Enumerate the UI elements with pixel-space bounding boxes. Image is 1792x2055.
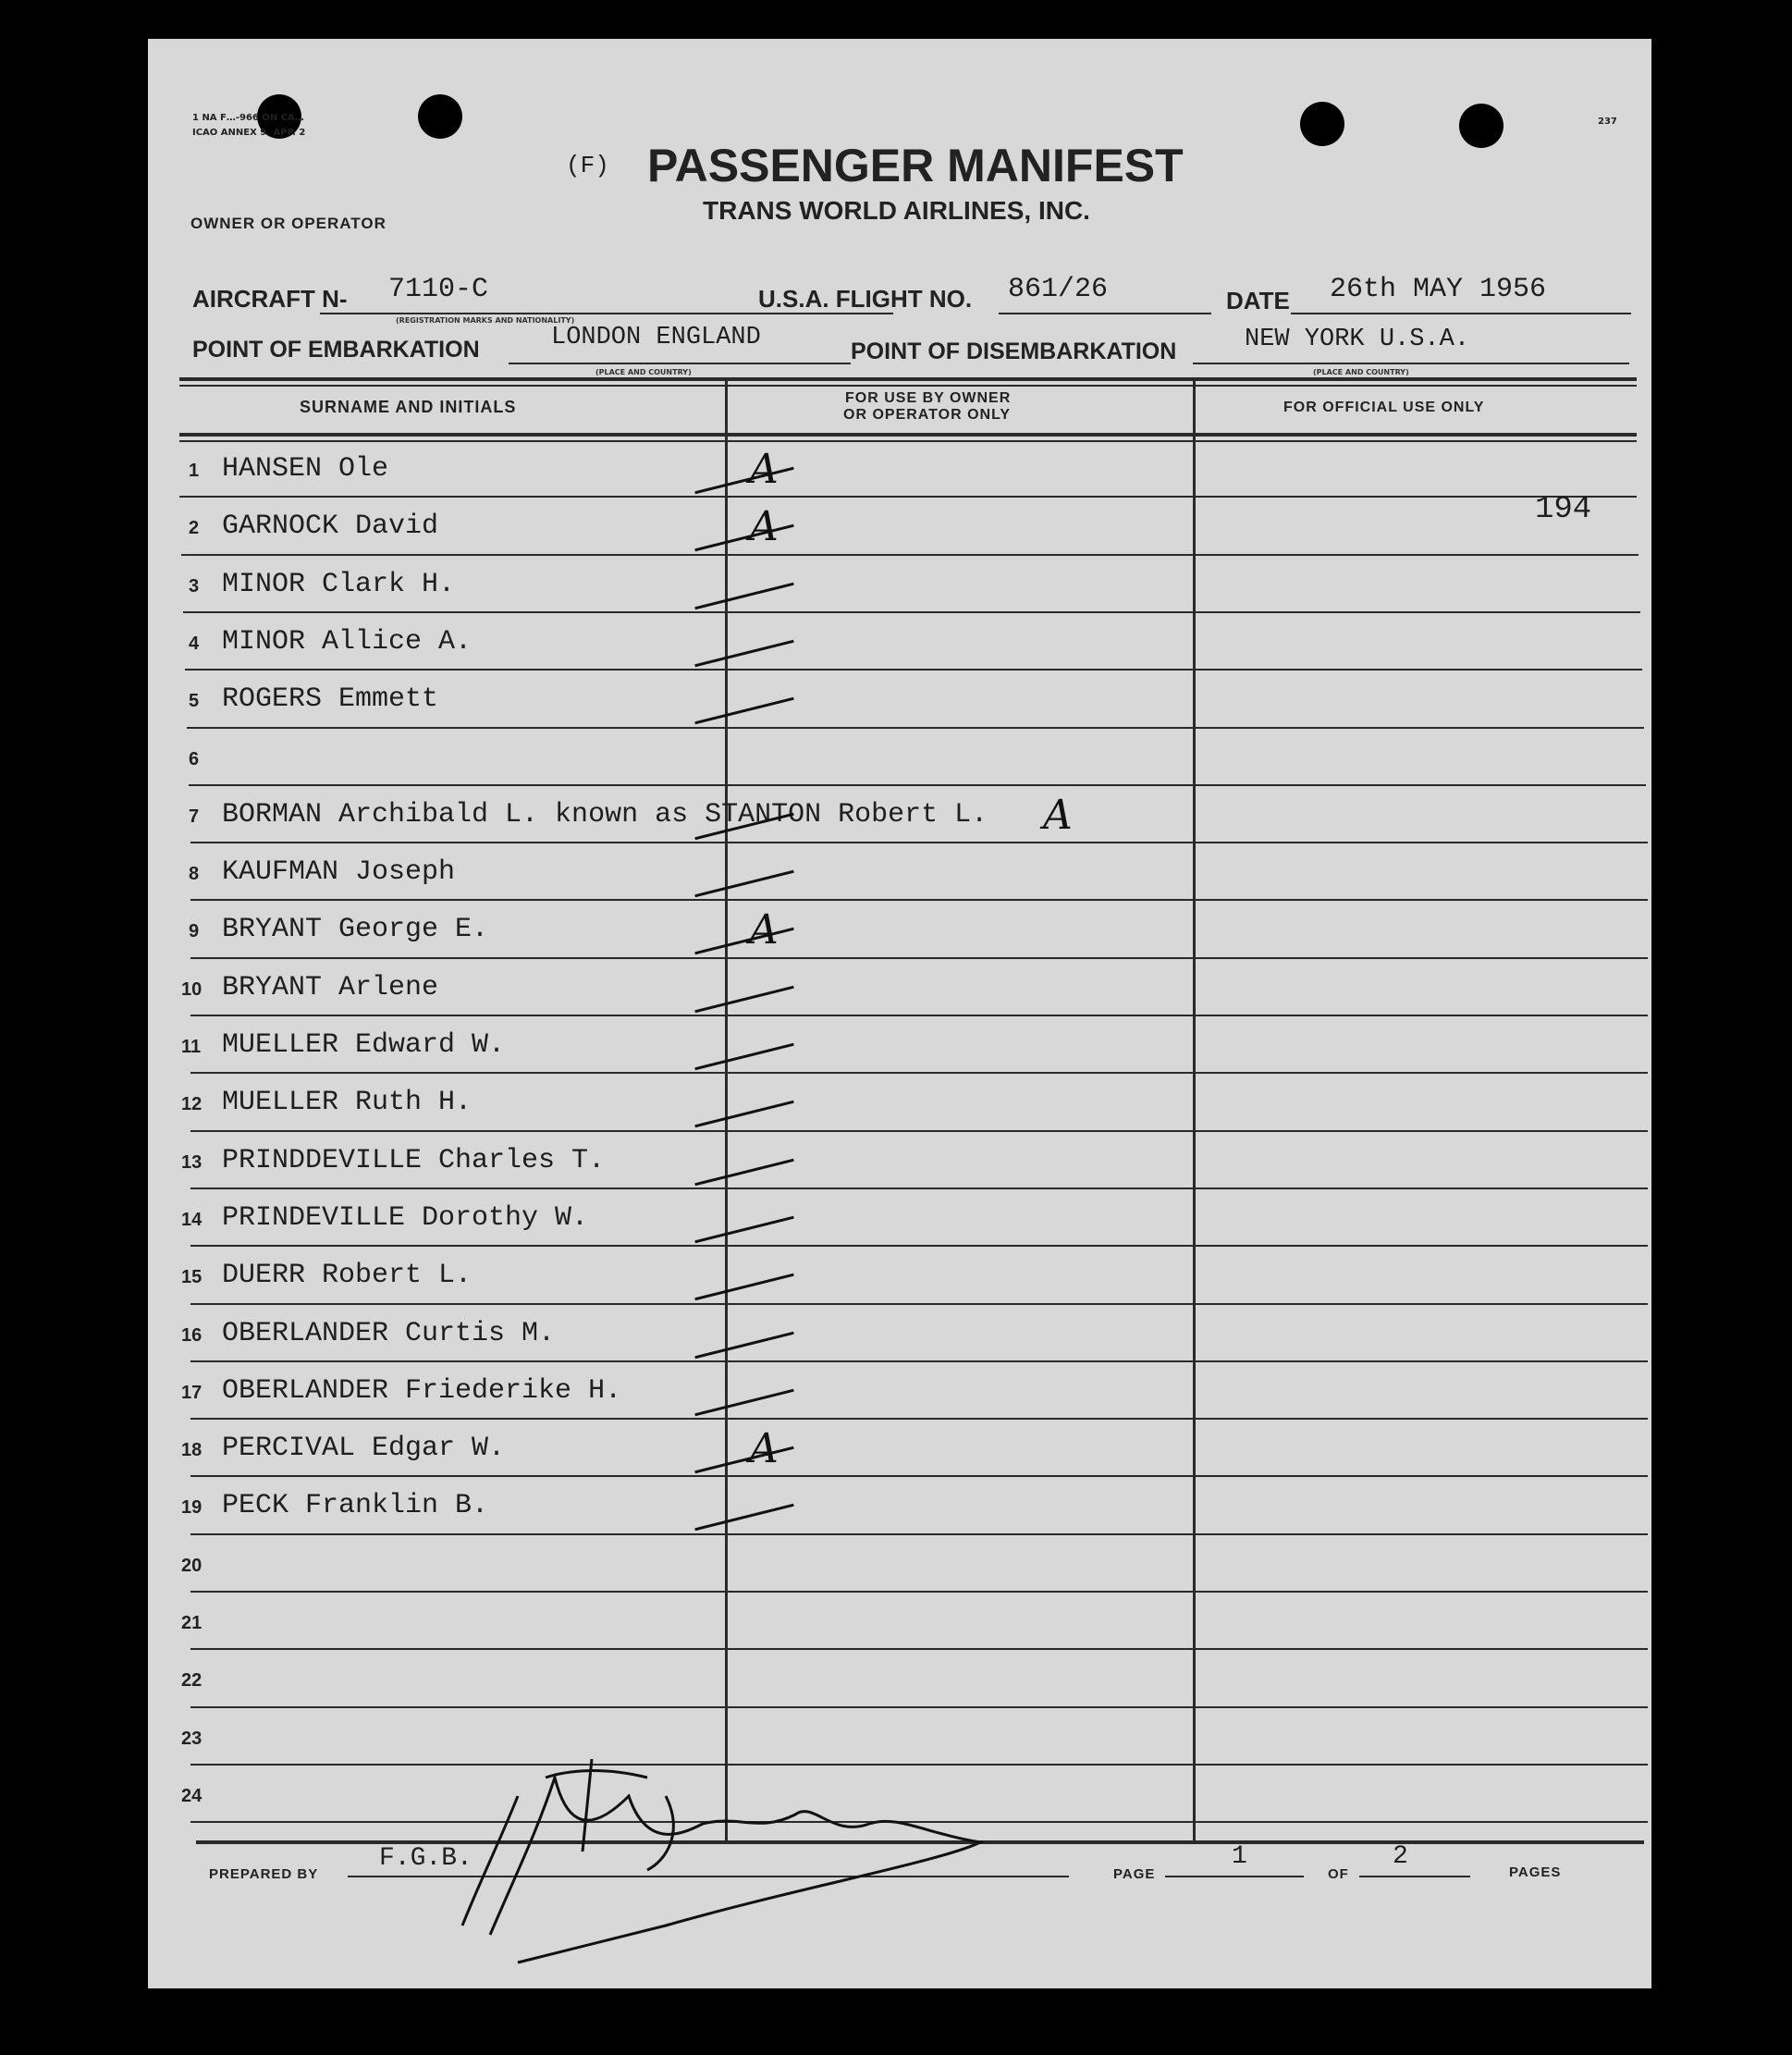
row-number: 3	[189, 575, 200, 597]
row-rule	[185, 669, 1642, 671]
row-number: 7	[189, 806, 200, 827]
aircraft-label: AIRCRAFT N-	[192, 285, 348, 313]
row-number: 24	[181, 1785, 203, 1806]
pages-label: PAGES	[1509, 1864, 1562, 1880]
row-rule	[190, 1591, 1648, 1593]
row-rule	[189, 784, 1646, 786]
row-rule	[190, 1418, 1648, 1420]
passenger-name: MINOR Clark H.	[222, 568, 456, 600]
check-stroke	[694, 985, 793, 1013]
row-number: 6	[189, 748, 200, 769]
passenger-name: MUELLER Ruth H.	[222, 1087, 473, 1119]
check-stroke	[694, 1331, 793, 1359]
row-number: 12	[181, 1094, 203, 1115]
passenger-name: BRYANT Arlene	[222, 971, 439, 1003]
row-number: 15	[181, 1267, 203, 1288]
row-rule	[190, 1015, 1648, 1016]
row-rule	[190, 1245, 1648, 1247]
column-divider-2	[1193, 381, 1196, 1842]
disembark-value: NEW YORK U.S.A.	[1245, 326, 1470, 353]
disembark-note: (PLACE AND COUNTRY)	[1313, 368, 1409, 376]
embark-note: (PLACE AND COUNTRY)	[595, 368, 692, 376]
row-rule	[190, 842, 1648, 843]
prepared-value: F.G.B.	[379, 1844, 473, 1873]
page-value: 1	[1232, 1842, 1247, 1871]
disembark-underline	[1193, 363, 1629, 364]
check-stroke	[694, 1043, 793, 1071]
owner-label: OWNER OR OPERATOR	[190, 215, 387, 232]
registration-note: (REGISTRATION MARKS AND NATIONALITY)	[396, 316, 575, 325]
column-header-surname: SURNAME AND INITIALS	[300, 398, 517, 416]
passenger-name: OBERLANDER Curtis M.	[222, 1317, 556, 1349]
passenger-name: OBERLANDER Friederike H.	[222, 1374, 622, 1407]
check-stroke	[694, 1158, 793, 1186]
owner-mark: A	[1043, 791, 1073, 839]
row-rule	[190, 1303, 1648, 1305]
row-rule	[183, 611, 1640, 613]
row-number: 21	[181, 1613, 203, 1633]
row-number: 11	[181, 1037, 202, 1057]
check-stroke	[694, 524, 793, 552]
passenger-name: DUERR Robert L.	[222, 1260, 473, 1292]
row-rule	[179, 496, 1637, 498]
passenger-name: PECK Franklin B.	[222, 1490, 489, 1522]
page-title: PASSENGER MANIFEST	[647, 140, 1184, 191]
check-stroke	[694, 928, 793, 955]
row-number: 14	[181, 1209, 203, 1230]
row-rule	[190, 1475, 1648, 1477]
passenger-name: BORMAN Archibald L. known as STANTON Robert L.	[222, 798, 988, 831]
date-value: 26th MAY 1956	[1330, 274, 1547, 305]
row-number: 4	[189, 633, 200, 654]
row-rule	[190, 1706, 1648, 1708]
of-label: OF	[1328, 1866, 1349, 1882]
prepared-label: PREPARED BY	[209, 1866, 319, 1882]
column-header-owner-use-2: OR OPERATOR ONLY	[843, 407, 1012, 423]
owner-mark: A	[749, 906, 779, 954]
check-stroke	[694, 870, 793, 898]
flight-underline	[999, 313, 1211, 314]
row-rule	[190, 957, 1648, 959]
row-number: 2	[189, 518, 200, 539]
row-rule	[190, 1648, 1648, 1650]
check-stroke	[694, 640, 793, 668]
owner-mark: A	[749, 1425, 779, 1473]
row-rule	[190, 1130, 1648, 1132]
row-rule	[181, 554, 1639, 556]
passenger-name: PRINDEVILLE Dorothy W.	[222, 1201, 589, 1234]
form-letter: (F)	[566, 152, 609, 179]
date-label: DATE	[1226, 287, 1290, 314]
disembark-label: POINT OF DISEMBARKATION	[851, 338, 1177, 364]
check-stroke	[694, 582, 793, 609]
embark-label: POINT OF EMBARKATION	[192, 337, 480, 363]
row-rule	[190, 1360, 1648, 1362]
passenger-name: ROGERS Emmett	[222, 683, 439, 716]
page-stamp: 237	[1598, 117, 1617, 127]
manifest-sheet	[148, 39, 1651, 1988]
passenger-name: PERCIVAL Edgar W.	[222, 1433, 506, 1465]
embark-value: LONDON ENGLAND	[551, 324, 761, 351]
aircraft-value: 7110-C	[388, 274, 489, 305]
row-rule	[190, 1764, 1648, 1766]
row-number: 22	[181, 1670, 203, 1692]
passenger-name: BRYANT George E.	[222, 914, 489, 946]
flight-label: U.S.A. FLIGHT NO.	[758, 285, 973, 313]
row-number: 1	[189, 461, 200, 481]
check-stroke	[694, 1504, 793, 1532]
embark-underline	[509, 363, 851, 364]
column-header-official: FOR OFFICIAL USE ONLY	[1283, 400, 1485, 415]
row-number: 17	[181, 1382, 203, 1403]
row-rule	[190, 1533, 1648, 1535]
punch-hole	[1300, 102, 1344, 146]
check-stroke	[694, 697, 793, 725]
row-number: 13	[181, 1151, 203, 1173]
passenger-name: GARNOCK David	[222, 511, 439, 543]
row-number: 9	[189, 921, 200, 942]
owner-mark: A	[749, 503, 779, 551]
row-number: 18	[181, 1440, 203, 1461]
of-value: 2	[1393, 1842, 1408, 1871]
check-stroke	[694, 1446, 793, 1474]
row-number: 23	[181, 1728, 203, 1749]
row-number: 19	[181, 1497, 203, 1519]
punch-hole	[418, 94, 462, 139]
header-bottom-rule	[179, 433, 1637, 437]
row-number: 20	[181, 1555, 203, 1576]
row-rule	[187, 727, 1644, 729]
passenger-name: KAUFMAN Joseph	[222, 856, 456, 889]
header-bottom-rule-2	[179, 440, 1637, 442]
check-stroke	[694, 1216, 793, 1244]
check-stroke	[694, 1389, 793, 1417]
row-rule	[190, 1187, 1648, 1189]
passenger-name: MINOR Allice A.	[222, 625, 473, 658]
table-top-rule-2	[179, 385, 1637, 387]
column-header-owner-use-1: FOR USE BY OWNER	[845, 390, 1012, 406]
form-code-line1: 1 NA F…-966 ON CA…	[192, 113, 304, 123]
passenger-name: HANSEN Ole	[222, 453, 389, 485]
passenger-name: MUELLER Edward W.	[222, 1029, 506, 1061]
flight-value: 861/26	[1008, 274, 1109, 305]
table-top-rule	[179, 377, 1637, 381]
row-number: 10	[181, 978, 203, 1000]
prepared-underline	[348, 1876, 1069, 1877]
airline-name: TRANS WORLD AIRLINES, INC.	[703, 196, 1090, 225]
page-underline	[1165, 1876, 1304, 1877]
form-code-line2: ICAO ANNEX 9. APP. 2	[192, 128, 306, 138]
row-number: 5	[189, 691, 200, 712]
passenger-name: PRINDDEVILLE Charles T.	[222, 1144, 606, 1176]
check-stroke	[694, 1101, 793, 1128]
check-stroke	[694, 467, 793, 495]
punch-hole	[1459, 104, 1504, 148]
official-use-value: 194	[1535, 492, 1592, 528]
row-rule	[190, 1072, 1648, 1074]
row-rule	[190, 1821, 1648, 1823]
date-underline	[1291, 313, 1631, 314]
row-number: 16	[181, 1324, 203, 1346]
check-stroke	[694, 1274, 793, 1301]
page-label: PAGE	[1113, 1866, 1156, 1882]
row-number: 8	[189, 864, 200, 885]
row-rule	[190, 899, 1648, 901]
owner-mark: A	[749, 446, 779, 493]
of-underline	[1359, 1876, 1470, 1877]
